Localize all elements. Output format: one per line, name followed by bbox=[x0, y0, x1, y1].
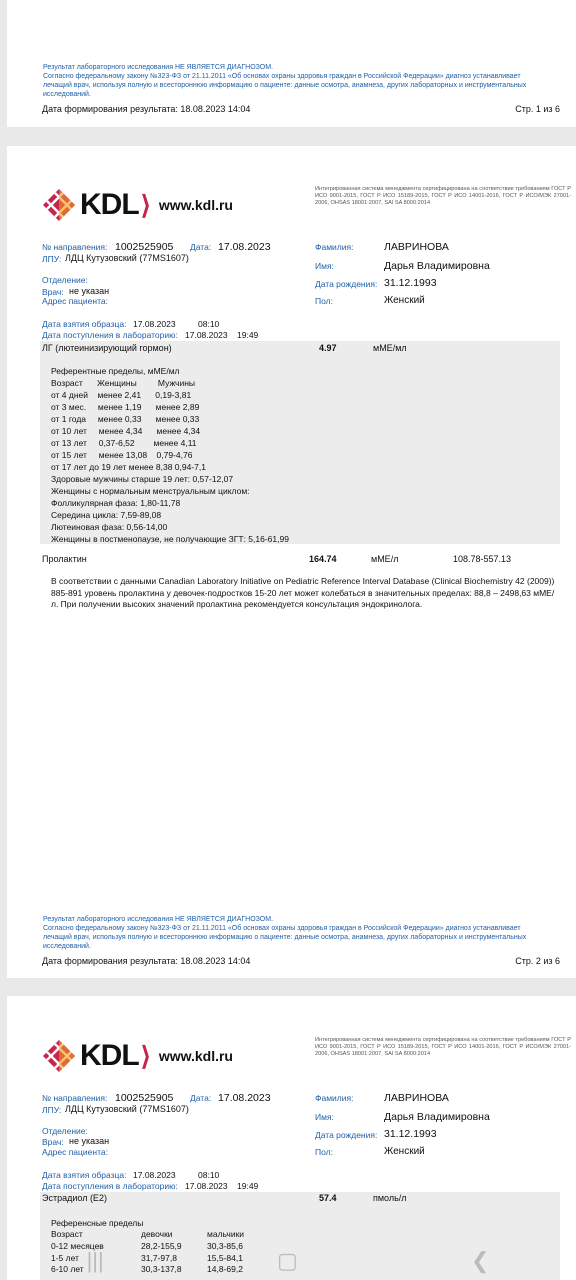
referral-value: 1002525905 bbox=[115, 241, 174, 253]
logo-text: KDL bbox=[80, 188, 139, 221]
kdl-emblem-icon bbox=[42, 188, 76, 222]
sample-time: 08:10 bbox=[198, 1170, 220, 1180]
dob-value: 31.12.1993 bbox=[384, 1128, 437, 1140]
lh-reference-line: Возраст Женщины Мужчины bbox=[51, 378, 196, 388]
date-value: 17.08.2023 bbox=[218, 241, 271, 253]
site-url[interactable]: www.kdl.ru bbox=[158, 1048, 233, 1064]
dob-label: Дата рождения: bbox=[315, 1130, 378, 1140]
lh-reference-line: Лютеиновая фаза: 0,56-14,00 bbox=[51, 522, 168, 532]
prolactin-range: 108.78-557.13 bbox=[453, 554, 512, 564]
received-time: 19:49 bbox=[237, 330, 259, 340]
received-date: 17.08.2023 bbox=[185, 1181, 228, 1191]
dob-value: 31.12.1993 bbox=[384, 277, 437, 289]
table-row-age: 6-10 лет bbox=[51, 1264, 84, 1274]
lh-reference-line: от 13 лет 0,37-6,52 менее 4,11 bbox=[51, 438, 197, 448]
logo-chevron-icon: ⟩ bbox=[140, 1040, 151, 1071]
logo-text: KDL bbox=[80, 1039, 139, 1072]
table-row-boys: 15,5-84,1 bbox=[207, 1253, 243, 1263]
lh-reference-ranges bbox=[51, 365, 289, 545]
estradiol-ref-title: Референсные пределы bbox=[51, 1218, 144, 1228]
lh-reference-line: Фолликулярная фаза: 1,80-11,78 bbox=[51, 498, 181, 508]
certification-note: Интегрированная система менеджмента сертифицирована на соответствие требованиям ГОСТ Р ИСО 9001-2015, ГОСТ Р ИСО 15189-2015, ГОСТ Р ИСО 14001-2016, ГОСТ Р ИСО/МЭК 27001-2006, OHSAS 18001:2007, SAI SA 8000:2014 bbox=[315, 1037, 571, 1057]
department-label: Отделение: bbox=[42, 1126, 88, 1136]
surname-label: Фамилия: bbox=[315, 242, 354, 252]
doctor-label: Врач: bbox=[42, 1137, 64, 1147]
name-label: Имя: bbox=[315, 1112, 334, 1122]
received-date: 17.08.2023 bbox=[185, 330, 228, 340]
page-2 bbox=[7, 146, 576, 978]
sex-value: Женский bbox=[384, 295, 425, 306]
col-girls-header: девочки bbox=[141, 1229, 173, 1239]
address-label: Адрес пациента: bbox=[42, 296, 108, 306]
surname-label: Фамилия: bbox=[315, 1093, 354, 1103]
kdl-emblem-icon bbox=[42, 1039, 76, 1073]
lpu-label: ЛПУ: bbox=[42, 1105, 62, 1115]
page-1 bbox=[7, 0, 576, 127]
lh-reference-line: от 10 лет менее 4,34 менее 4,34 bbox=[51, 426, 201, 436]
kdl-logo bbox=[42, 1039, 233, 1073]
lh-reference-line: от 1 года менее 0,33 менее 0,33 bbox=[51, 414, 200, 424]
date-label: Дата: bbox=[190, 1093, 212, 1103]
formed-date: Дата формирования результата: 18.08.2023 14:04 bbox=[42, 956, 251, 966]
lpu-value: ЛДЦ Кутузовский (77MS1607) bbox=[65, 253, 189, 263]
name-value: Дарья Владимировна bbox=[384, 1111, 490, 1123]
table-row-girls: 30,3-137,8 bbox=[141, 1264, 182, 1274]
lh-reference-line: от 3 мес. менее 1,19 менее 2,89 bbox=[51, 402, 200, 412]
received-time: 19:49 bbox=[237, 1181, 259, 1191]
address-label: Адрес пациента: bbox=[42, 1147, 108, 1157]
sample-date-label: Дата взятия образца: bbox=[42, 1170, 127, 1180]
lh-reference-line: от 15 лет менее 13,08 0,79-4,76 bbox=[51, 450, 193, 460]
lpu-value: ЛДЦ Кутузовский (77MS1607) bbox=[65, 1104, 189, 1114]
doctor-label: Врач: bbox=[42, 287, 64, 297]
sex-label: Пол: bbox=[315, 296, 333, 306]
estradiol-test-name: Эстрадиол (Е2) bbox=[42, 1193, 107, 1203]
sample-date: 17.08.2023 bbox=[133, 319, 176, 329]
disclaimer: Результат лабораторного исследования НЕ ЯВЛЯЕТСЯ ДИАГНОЗОМ. Согласно федеральному закону №323-ФЗ от 21.11.2011 «Об основах охраны здоровья граждан в Российской Федерации» диагноз устанавливает лечащий врач, используя полную и всестороннюю информацию о пациенте: данные осмотра, анамнеза, других лабораторных и инструментальных исследований. bbox=[43, 916, 527, 950]
referral-label: № направления: bbox=[42, 1093, 108, 1103]
lh-reference-line: Здоровые мужчины старше 19 лет: 0,57-12,07 bbox=[51, 474, 234, 484]
site-url[interactable]: www.kdl.ru bbox=[158, 197, 233, 213]
name-value: Дарья Владимировна bbox=[384, 260, 490, 272]
prolactin-value: 164.74 bbox=[309, 554, 337, 564]
page-number: Стр. 1 из 6 bbox=[515, 104, 560, 114]
table-row-age: 0-12 месяцев bbox=[51, 1241, 104, 1251]
lpu-label: ЛПУ: bbox=[42, 254, 62, 264]
lh-reference-line: от 17 лет до 19 лет менее 8,38 0,94-7,1 bbox=[51, 462, 206, 472]
doctor-value: не указан bbox=[69, 286, 110, 296]
prolactin-unit: мМЕ/л bbox=[371, 554, 399, 564]
page-number: Стр. 2 из 6 bbox=[515, 956, 560, 966]
lh-unit: мМЕ/мл bbox=[373, 343, 407, 353]
lh-reference-line: Женщины с нормальным менструальным циклом: bbox=[51, 486, 250, 496]
system-navigation-bar bbox=[0, 1242, 576, 1280]
surname-value: ЛАВРИНОВА bbox=[384, 241, 449, 253]
doctor-value: не указан bbox=[69, 1136, 110, 1146]
home-icon[interactable]: ▢ bbox=[276, 1248, 298, 1273]
lh-reference-line: от 4 дней менее 2,41 0,19-3,81 bbox=[51, 390, 192, 400]
kdl-logo bbox=[42, 188, 233, 222]
table-row-girls: 31,7-97,8 bbox=[141, 1253, 177, 1263]
estradiol-unit: пмоль/л bbox=[373, 1193, 407, 1203]
received-label: Дата поступления в лабораторию: bbox=[42, 330, 178, 340]
logo-chevron-icon: ⟩ bbox=[140, 189, 151, 220]
table-row-girls: 28,2-155,9 bbox=[141, 1241, 182, 1251]
sample-time: 08:10 bbox=[198, 319, 220, 329]
name-label: Имя: bbox=[315, 261, 334, 271]
date-value: 17.08.2023 bbox=[218, 1092, 271, 1104]
certification-note: Интегрированная система менеджмента сертифицирована на соответствие требованиям ГОСТ Р ИСО 9001-2015, ГОСТ Р ИСО 15189-2015, ГОСТ Р ИСО 14001-2016, ГОСТ Р ИСО/МЭК 27001-2006, OHSAS 18001:2007, SAI SA 8000:2014 bbox=[315, 186, 571, 206]
date-label: Дата: bbox=[190, 242, 212, 252]
lh-value: 4.97 bbox=[319, 343, 337, 353]
surname-value: ЛАВРИНОВА bbox=[384, 1092, 449, 1104]
lh-reference-line: Середина цикла: 7,59-89,08 bbox=[51, 510, 162, 520]
sex-value: Женский bbox=[384, 1146, 425, 1157]
prolactin-test-name: Пролактин bbox=[42, 554, 87, 564]
estradiol-value: 57.4 bbox=[319, 1193, 337, 1203]
sex-label: Пол: bbox=[315, 1147, 333, 1157]
table-row-age: 1-5 лет bbox=[51, 1253, 79, 1263]
department-label: Отделение: bbox=[42, 275, 88, 285]
recent-apps-icon[interactable]: ||| bbox=[86, 1248, 104, 1273]
referral-label: № направления: bbox=[42, 242, 108, 252]
table-row-boys: 30,3-85,6 bbox=[207, 1241, 243, 1251]
back-icon[interactable]: ❮ bbox=[470, 1248, 490, 1273]
sample-date-label: Дата взятия образца: bbox=[42, 319, 127, 329]
referral-value: 1002525905 bbox=[115, 1092, 174, 1104]
col-boys-header: мальчики bbox=[207, 1229, 245, 1239]
lh-reference-line: Референтные пределы, мМЕ/мл bbox=[51, 366, 180, 376]
received-label: Дата поступления в лабораторию: bbox=[42, 1181, 178, 1191]
sample-date: 17.08.2023 bbox=[133, 1170, 176, 1180]
disclaimer: Результат лабораторного исследования НЕ ЯВЛЯЕТСЯ ДИАГНОЗОМ. Согласно федеральному закону №323-ФЗ от 21.11.2011 «Об основах охраны здоровья граждан в Российской Федерации» диагноз устанавливает лечащий врач, используя полную и всестороннюю информацию о пациенте: данные осмотра, анамнеза, других лабораторных и инструментальных исследований. bbox=[43, 64, 527, 98]
lh-reference-line: Женщины в постменопаузе, не получающие ЗГТ: 5,16-61,99 bbox=[51, 534, 289, 544]
table-row-boys: 14,8-69,2 bbox=[207, 1264, 243, 1274]
lh-test-name: ЛГ (лютеинизирующий гормон) bbox=[42, 343, 172, 353]
page-3 bbox=[7, 996, 576, 1280]
col-age-header: Возраст bbox=[51, 1229, 83, 1239]
dob-label: Дата рождения: bbox=[315, 279, 378, 289]
formed-date: Дата формирования результата: 18.08.2023 14:04 bbox=[42, 104, 251, 114]
prolactin-comment: В соответствии с данными Canadian Laboratory Initiative on Pediatric Reference Interval Database (Clinical Biochemistry 42 (2009)) 885-891 уровень пролактина у девочек-подростков 15-20 лет может колебаться в значительных пределах: 88,8 – 2498,63 мМЕ/л. При получении высоких значений пролактина рекомендуется консультация эндокринолога. bbox=[51, 576, 555, 609]
